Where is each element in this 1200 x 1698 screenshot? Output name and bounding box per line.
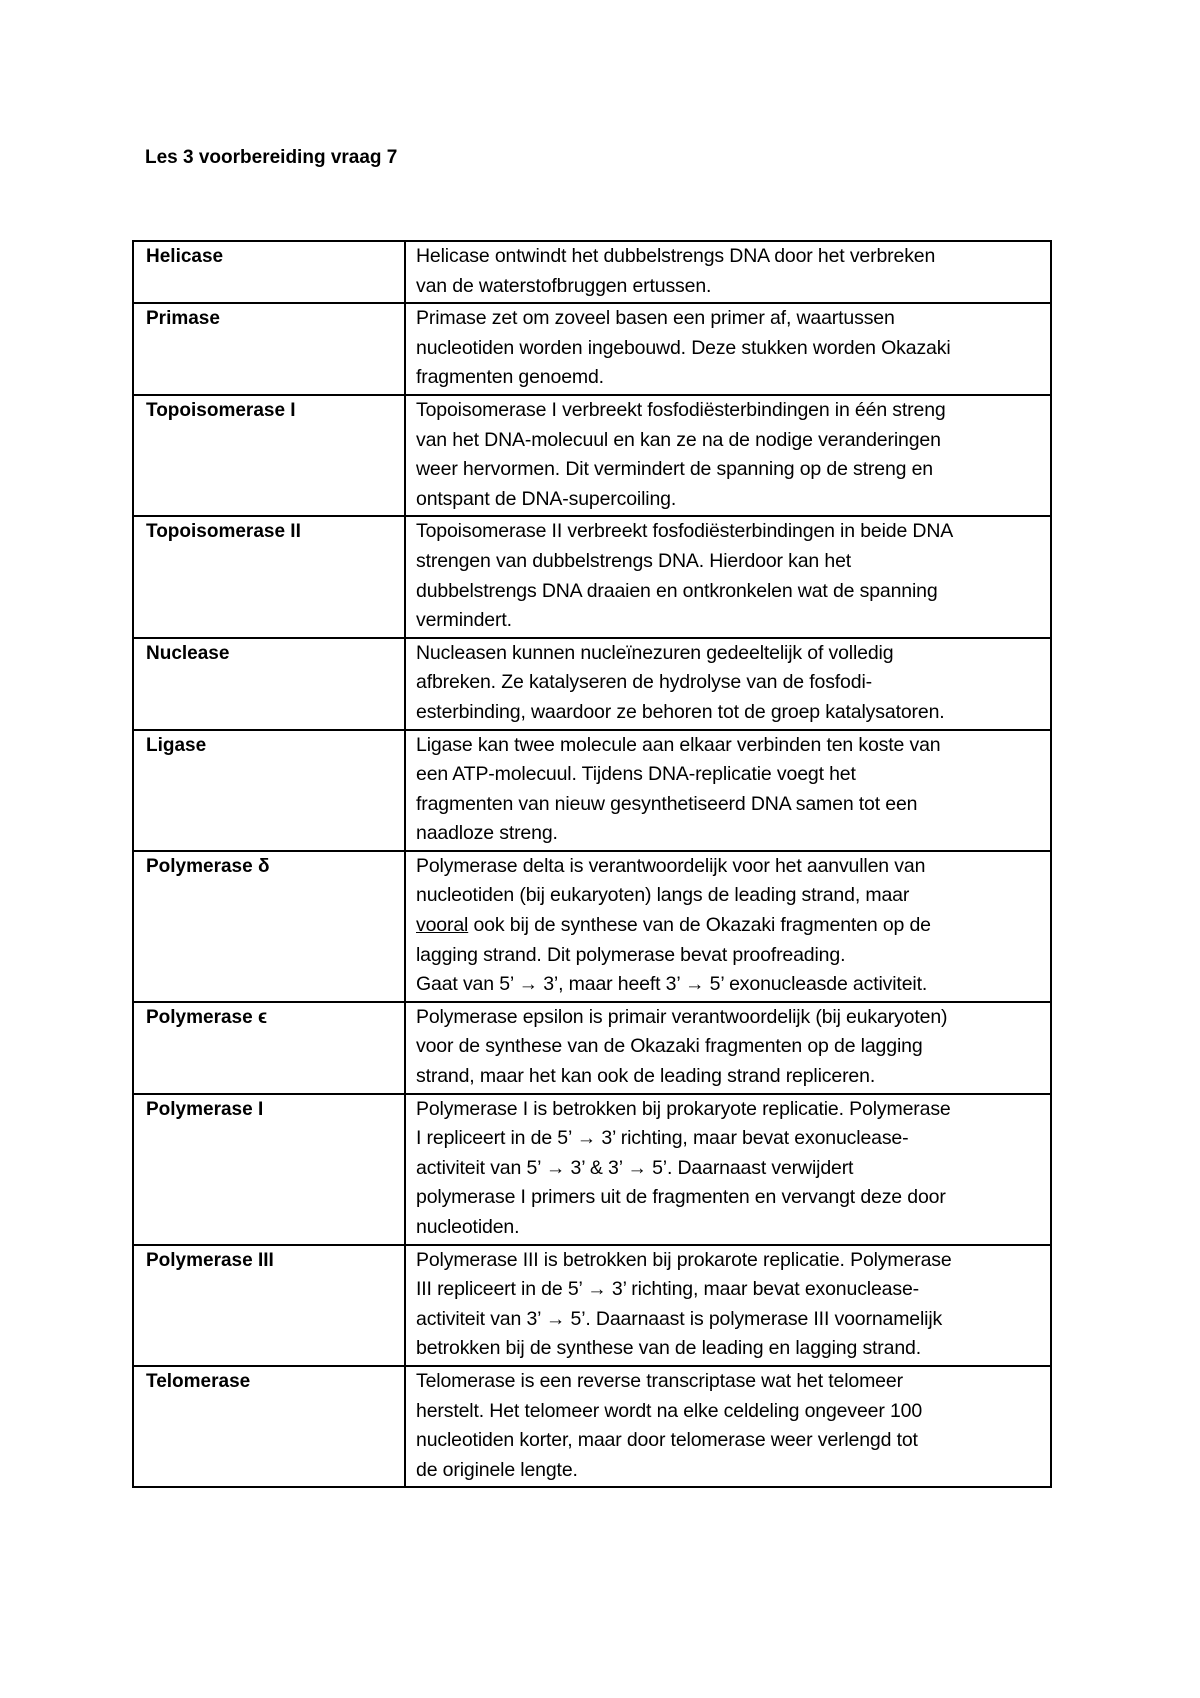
description-line: dubbelstrengs DNA draaien en ontkronkelen wat de spanning xyxy=(416,579,938,602)
description-line: Ligase kan twee molecule aan elkaar verbinden ten koste van xyxy=(416,733,941,756)
table-row xyxy=(133,303,1051,395)
enzyme-name: Polymerase ϵ xyxy=(133,1002,405,1094)
enzyme-description xyxy=(405,730,1051,851)
table-row xyxy=(133,1002,1051,1094)
description-line: activiteit van 3’ → 5’. Daarnaast is polymerase III voornamelijk xyxy=(416,1307,943,1330)
description-line: Topoisomerase II verbreekt fosfodiësterbindingen in beide DNA xyxy=(416,520,954,543)
description-line: Polymerase delta is verantwoordelijk voor het aanvullen van xyxy=(416,854,926,877)
description-line: Topoisomerase I verbreekt fosfodiësterbindingen in één streng xyxy=(416,398,946,421)
table-row xyxy=(133,395,1051,516)
description-line xyxy=(416,911,1046,941)
description-line: Helicase ontwindt het dubbelstrengs DNA door het verbreken xyxy=(416,245,936,267)
table-row xyxy=(133,638,1051,730)
table-row xyxy=(133,241,1051,303)
description-line: afbreken. Ze katalyseren de hydrolyse van de fosfodi- xyxy=(416,671,872,694)
description-line: III repliceert in de 5’ → 3’ richting, maar bevat exonuclease- xyxy=(416,1278,920,1301)
description-line: van het DNA-molecuul en kan ze na de nodige veranderingen xyxy=(416,428,941,451)
enzyme-name: Topoisomerase II xyxy=(133,516,405,637)
table-row xyxy=(133,516,1051,637)
description-line: fragmenten van nieuw gesynthetiseerd DNA samen tot een xyxy=(416,792,918,815)
description-line-rest: ook bij de synthese van de Okazaki fragmenten op de xyxy=(468,914,931,937)
description-line: nucleotiden (bij eukaryoten) langs de leading strand, maar xyxy=(416,884,910,907)
description-line: Nucleasen kunnen nucleïnezuren gedeeltelijk of volledig xyxy=(416,641,894,664)
enzyme-description xyxy=(405,241,1051,303)
enzyme-name: Telomerase xyxy=(133,1366,405,1487)
enzyme-description xyxy=(405,1094,1051,1245)
enzyme-name: Primase xyxy=(133,303,405,395)
enzyme-name: Topoisomerase I xyxy=(133,395,405,516)
description-line: Polymerase epsilon is primair verantwoordelijk (bij eukaryoten) xyxy=(416,1005,948,1028)
table-row xyxy=(133,1245,1051,1366)
enzyme-description xyxy=(405,1002,1051,1094)
description-line: lagging strand. Dit polymerase bevat proofreading. xyxy=(416,943,846,966)
enzyme-name: Polymerase I xyxy=(133,1094,405,1245)
enzyme-name: Helicase xyxy=(133,241,405,303)
enzyme-description xyxy=(405,1245,1051,1366)
description-line: een ATP-molecuul. Tijdens DNA-replicatie voegt het xyxy=(416,763,856,786)
description-line: naadloze streng. xyxy=(416,822,558,845)
enzyme-description xyxy=(405,395,1051,516)
table-row xyxy=(133,851,1051,1002)
description-line: nucleotiden. xyxy=(416,1216,520,1238)
description-line: van de waterstofbruggen ertussen. xyxy=(416,274,712,297)
description-line: strengen van dubbelstrengs DNA. Hierdoor kan het xyxy=(416,549,852,572)
underlined-word: vooral xyxy=(416,914,469,937)
enzyme-description xyxy=(405,516,1051,637)
enzyme-description xyxy=(405,303,1051,395)
description-line: herstelt. Het telomeer wordt na elke celdeling ongeveer 100 xyxy=(416,1399,923,1422)
description-line: fragmenten genoemd. xyxy=(416,366,604,389)
description-line: Telomerase is een reverse transcriptase wat het telomeer xyxy=(416,1369,903,1392)
description-line: I repliceert in de 5’ → 3’ richting, maar bevat exonuclease- xyxy=(416,1127,909,1150)
description-line: weer hervormen. Dit vermindert de spanning op de streng en xyxy=(416,458,934,481)
description-line: nucleotiden worden ingebouwd. Deze stukken worden Okazaki xyxy=(416,336,951,359)
description-line: Gaat van 5’ → 3’, maar heeft 3’ → 5’ exonucleasde activiteit. xyxy=(416,973,928,996)
enzyme-table xyxy=(132,240,1052,1488)
description-line: Polymerase I is betrokken bij prokaryote replicatie. Polymerase xyxy=(416,1097,951,1120)
page-title: Les 3 voorbereiding vraag 7 xyxy=(145,147,398,168)
enzyme-description xyxy=(405,638,1051,730)
enzyme-name: Polymerase δ xyxy=(133,851,405,1002)
description-line: activiteit van 5’ → 3’ & 3’ → 5’. Daarnaast verwijdert xyxy=(416,1156,854,1179)
description-line: de originele lengte. xyxy=(416,1458,578,1481)
enzyme-name: Polymerase III xyxy=(133,1245,405,1366)
description-line: Primase zet om zoveel basen een primer af, waartussen xyxy=(416,307,895,330)
description-line: polymerase I primers uit de fragmenten en vervangt deze door xyxy=(416,1186,946,1209)
description-line: strand, maar het kan ook de leading strand repliceren. xyxy=(416,1065,876,1088)
table-row xyxy=(133,1366,1051,1487)
description-line: Polymerase III is betrokken bij prokarote replicatie. Polymerase xyxy=(416,1248,952,1271)
description-line: vermindert. xyxy=(416,609,512,632)
table-row xyxy=(133,1094,1051,1245)
description-line: esterbinding, waardoor ze behoren tot de groep katalysatoren. xyxy=(416,700,945,723)
enzyme-name: Nuclease xyxy=(133,638,405,730)
enzyme-description xyxy=(405,1366,1051,1487)
description-line: ontspant de DNA-supercoiling. xyxy=(416,487,677,510)
enzyme-name: Ligase xyxy=(133,730,405,851)
description-line: betrokken bij de synthese van de leading en lagging strand. xyxy=(416,1337,922,1360)
description-line: nucleotiden korter, maar door telomerase weer verlengd tot xyxy=(416,1429,918,1452)
table-row xyxy=(133,730,1051,851)
enzyme-description xyxy=(405,851,1051,1002)
description-line: voor de synthese van de Okazaki fragmenten op de lagging xyxy=(416,1035,923,1058)
